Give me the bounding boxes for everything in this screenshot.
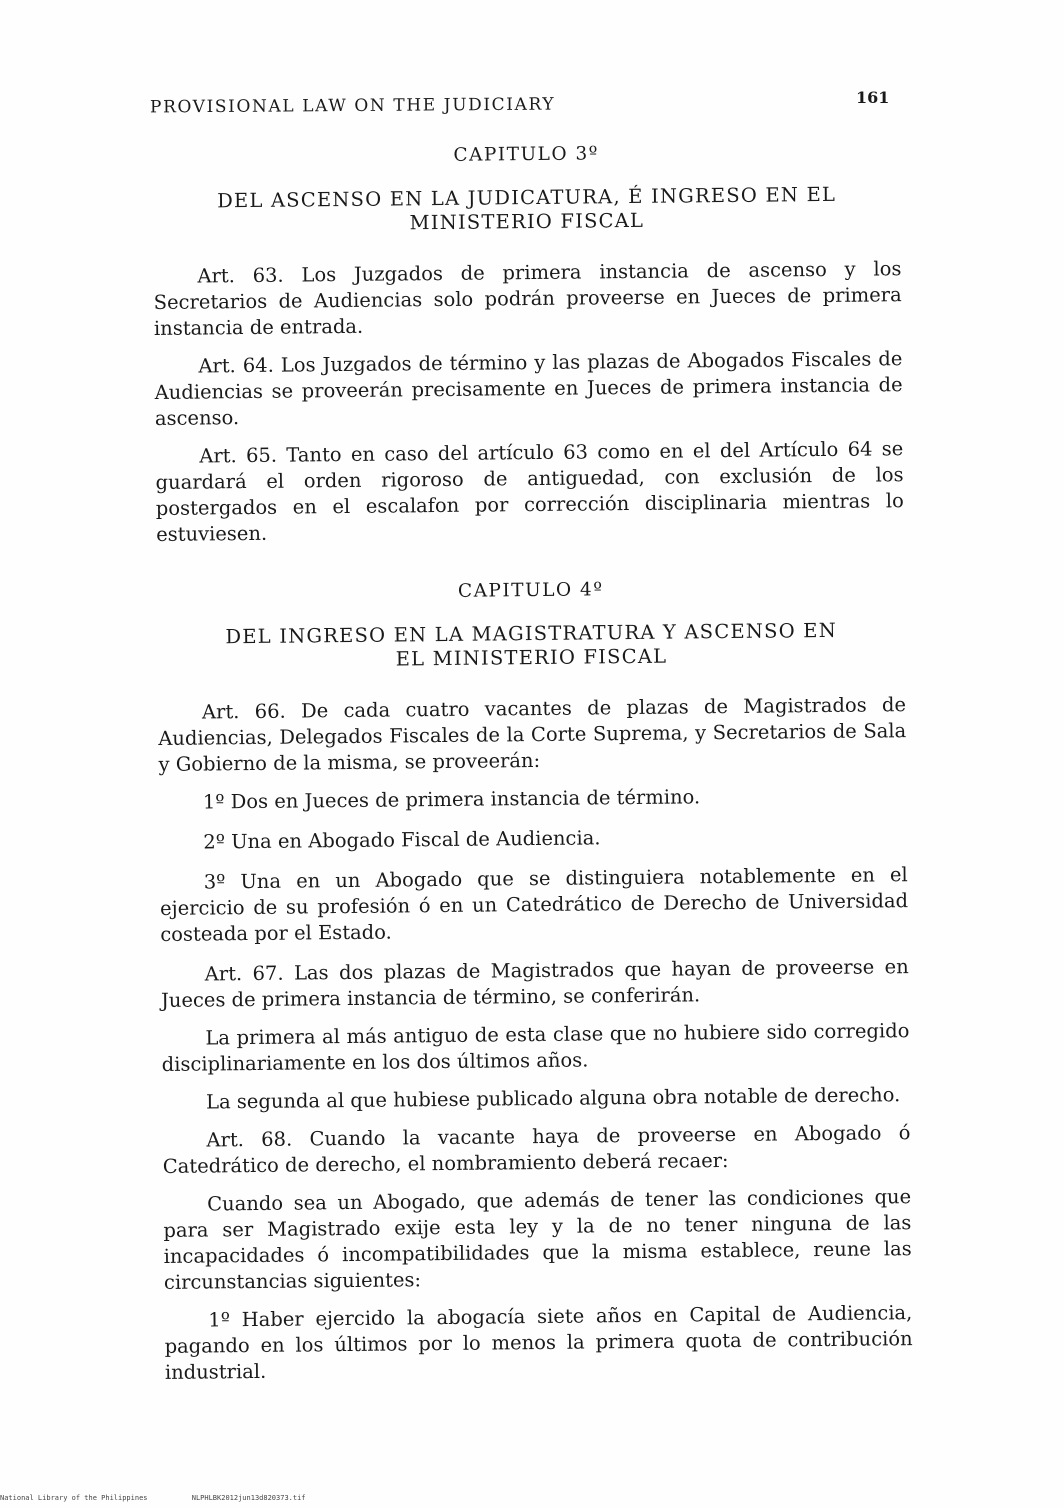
article-68-text: Cuando la vacante haya de proveerse en Abogado ó Catedrático de derecho, el nombramiento deberá recaer: bbox=[162, 1121, 911, 1178]
article-68-label: Art. 68. bbox=[206, 1127, 293, 1152]
article-66-item-2: 2º Una en Abogado Fiscal de Audiencia. bbox=[203, 826, 601, 854]
article-66 bbox=[158, 692, 907, 778]
body-text bbox=[152, 132, 913, 1400]
article-68-item-1: 1º Haber ejercido la abogacía siete años en Capital de Audiencia, pagando en los últimos por lo menos la primera quota de contribución industrial. bbox=[164, 1301, 913, 1384]
article-64 bbox=[154, 346, 903, 432]
chapter-3-heading bbox=[153, 182, 901, 238]
chapter-4-heading bbox=[157, 618, 905, 674]
chapter-4-title: CAPITULO 4º bbox=[457, 579, 604, 602]
article-68-paragraph-2: Cuando sea un Abogado, que además de tener las condiciones que para ser Magistrado exije esta ley y la de no tener ninguna de las incapacidades ó incompatibilidades que la misma establece, reune las circunstancias siguientes: bbox=[163, 1185, 912, 1294]
article-67-text: Las dos plazas de Magistrados que hayan de proveerse en Jueces de primera instancia de término, se conferirán. bbox=[160, 955, 909, 1012]
article-63-text: Los Juzgados de primera instancia de ascenso y los Secretarios de Audiencias solo podrán proveerse en Jueces de primera instancia de entrada. bbox=[153, 257, 902, 340]
chapter-3-heading-line1: DEL ASCENSO EN LA JUDICATURA, É INGRESO EN EL bbox=[217, 182, 837, 213]
footer-library: National Library of the Philippines bbox=[0, 1494, 148, 1502]
running-title: PROVISIONAL LAW ON THE JUDICIARY bbox=[149, 94, 556, 118]
footer-filename: NLPHLBK2012jun13d820373.tif bbox=[191, 1494, 306, 1502]
article-67-paragraph-3: La segunda al que hubiese publicado alguna obra notable de derecho. bbox=[205, 1083, 901, 1114]
article-64-text: Los Juzgados de término y las plazas de Abogados Fiscales de Audiencias se proveerán precisamente en Jueces de primera instancia de ascenso. bbox=[154, 347, 903, 430]
article-68 bbox=[162, 1120, 911, 1180]
article-67 bbox=[161, 954, 910, 1014]
chapter-4-heading-line2: EL MINISTERIO FISCAL bbox=[395, 644, 668, 671]
article-67-paragraph-2: La primera al más antiguo de esta clase que no hubiere sido corregido disciplinariamente en los dos últimos años. bbox=[161, 1019, 910, 1076]
article-66-text: De cada cuatro vacantes de plazas de Magistrados de Audiencias, Delegados Fiscales de la Corte Suprema, y Secretarios de Sala y Gobierno de la misma, se proveerán: bbox=[158, 693, 907, 776]
article-63-label: Art. 63. bbox=[197, 263, 284, 288]
article-63 bbox=[153, 256, 902, 342]
article-65-text: Tanto en caso del artículo 63 como en el del Artículo 64 se guardará el orden rigoroso de antiguedad, con exclusión de los postergados en el escalafon por corrección disciplinaria mientras lo estuviesen. bbox=[155, 437, 904, 546]
scan-footer bbox=[0, 1494, 346, 1502]
chapter-3-title: CAPITULO 3º bbox=[453, 143, 600, 166]
article-65 bbox=[155, 436, 904, 548]
article-66-item-1: 1º Dos en Jueces de primera instancia de término. bbox=[202, 785, 701, 814]
article-65-label: Art. 65. bbox=[199, 443, 278, 468]
chapter-3-heading-line2: MINISTERIO FISCAL bbox=[409, 208, 645, 235]
page-number: 161 bbox=[856, 88, 890, 107]
article-67-label: Art. 67. bbox=[204, 961, 284, 986]
article-66-label: Art. 66. bbox=[201, 699, 286, 724]
article-64-label: Art. 64. bbox=[198, 353, 274, 378]
article-66-item-3: 3º Una en un Abogado que se distinguiera notablemente en el ejercicio de su profesión ó en un Catedrático de Derecho de Universidad costeada por el Estado. bbox=[159, 863, 909, 946]
chapter-4-heading-line1: DEL INGRESO EN LA MAGISTRATURA Y ASCENSO EN bbox=[225, 618, 838, 649]
